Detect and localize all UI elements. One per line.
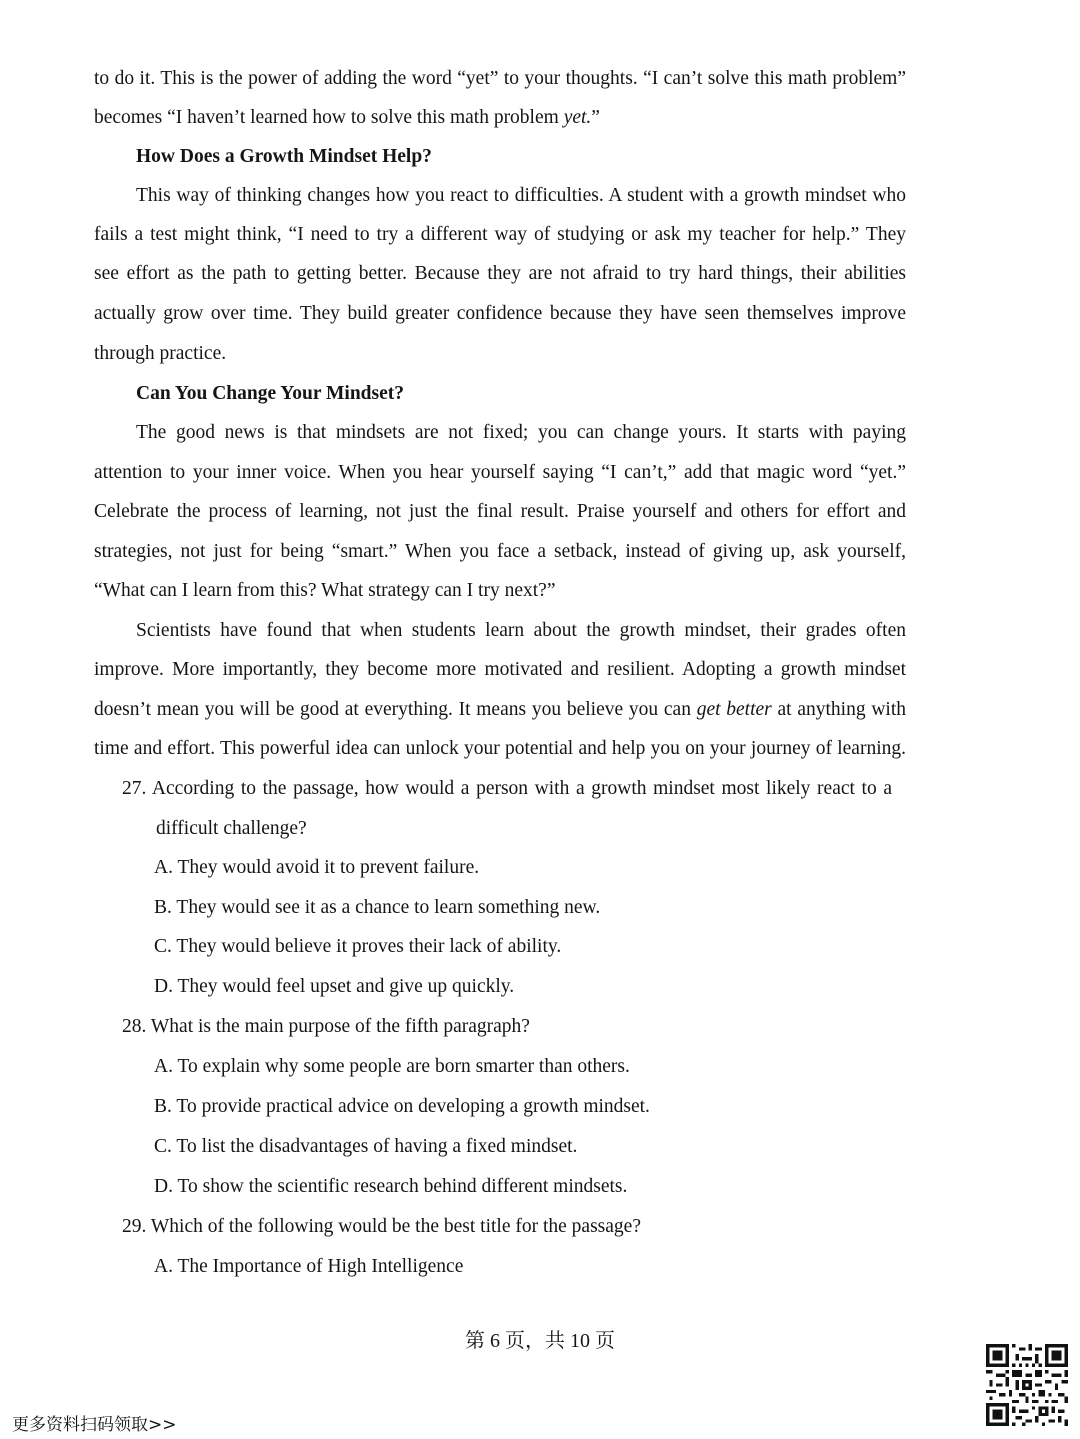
passage-line: This way of thinking changes how you react to difficulties. A student with a growth mindset who xyxy=(136,185,906,206)
passage-line: The good news is that mindsets are not fixed; you can change yours. It starts with paying xyxy=(136,422,906,443)
q28-option-b: B. To provide practical advice on developing a growth mindset. xyxy=(154,1096,650,1117)
passage-line: fails a test might think, “I need to try a different way of studying or ask my teacher for help.” They xyxy=(94,224,906,245)
question-27: 27. According to the passage, how would a person with a growth mindset most likely react to a xyxy=(122,778,892,799)
section-heading: How Does a Growth Mindset Help? xyxy=(136,146,432,167)
passage-line: becomes “I haven’t learned how to solve this math problem yet.” xyxy=(94,107,600,128)
q27-option-d: D. They would feel upset and give up quickly. xyxy=(154,976,515,997)
passage-line: strategies, not just for being “smart.” When you face a setback, instead of giving up, ask yourself, xyxy=(94,541,906,562)
passage-line: time and effort. This powerful idea can unlock your potential and help you on your journey of learning. xyxy=(94,738,906,759)
promo-text[interactable]: 更多资料扫码领取>> xyxy=(12,1415,177,1435)
q28-option-d: D. To show the scientific research behind different mindsets. xyxy=(154,1176,628,1197)
qr-code-icon[interactable] xyxy=(986,1344,1068,1426)
passage-line: “What can I learn from this? What strategy can I try next?” xyxy=(94,580,556,601)
q27-option-c: C. They would believe it proves their lack of ability. xyxy=(154,936,562,957)
passage-line: doesn’t mean you will be good at everything. It means you believe you can get better at anything with xyxy=(94,699,906,720)
passage-line: actually grow over time. They build greater confidence because they have seen themselves improve xyxy=(94,303,906,324)
passage-line: attention to your inner voice. When you hear yourself saying “I can’t,” add that magic word “yet.” xyxy=(94,462,906,483)
passage-line: Celebrate the process of learning, not just the final result. Praise yourself and others for effort and xyxy=(94,501,906,522)
q28-option-c: C. To list the disadvantages of having a fixed mindset. xyxy=(154,1136,578,1157)
question-29: 29. Which of the following would be the best title for the passage? xyxy=(122,1216,641,1237)
question-28: 28. What is the main purpose of the fifth paragraph? xyxy=(122,1016,530,1037)
passage-line: see effort as the path to getting better. Because they are not afraid to try hard things, their abilities xyxy=(94,263,906,284)
q27-option-b: B. They would see it as a chance to learn something new. xyxy=(154,897,601,918)
question-27-cont: difficult challenge? xyxy=(156,818,307,839)
section-heading: Can You Change Your Mindset? xyxy=(136,383,404,404)
page-number: 第 6 页，共 10 页 xyxy=(465,1330,615,1352)
passage-line: through practice. xyxy=(94,343,227,364)
passage-line: to do it. This is the power of adding the word “yet” to your thoughts. “I can’t solve this math problem” xyxy=(94,68,906,89)
passage-line: improve. More importantly, they become more motivated and resilient. Adopting a growth mindset xyxy=(94,659,906,680)
q28-option-a: A. To explain why some people are born smarter than others. xyxy=(154,1056,630,1077)
passage-line: Scientists have found that when students learn about the growth mindset, their grades often xyxy=(136,620,906,641)
q27-option-a: A. They would avoid it to prevent failure. xyxy=(154,857,480,878)
q29-option-a: A. The Importance of High Intelligence xyxy=(154,1256,464,1277)
